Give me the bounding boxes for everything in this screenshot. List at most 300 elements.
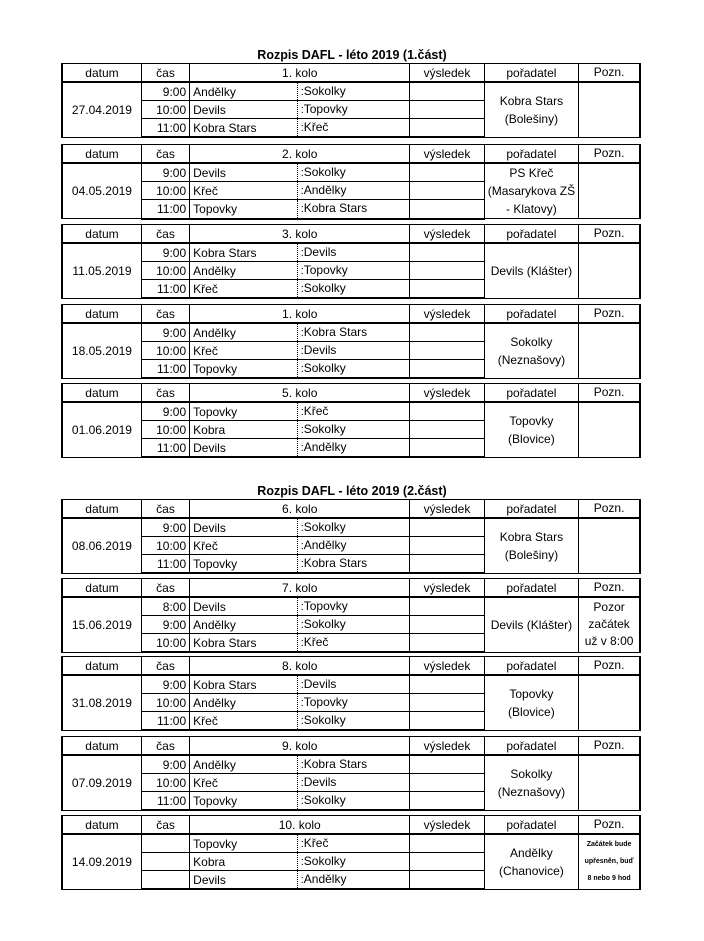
header-note: Pozn.: [579, 737, 640, 756]
match-away-team-name: Devils: [303, 343, 337, 357]
header-note: Pozn.: [579, 225, 640, 244]
match-home-team: Kobra Stars: [190, 675, 298, 694]
match-home-team: Andělky: [190, 262, 298, 280]
match-result-cell: [410, 439, 484, 458]
round-table: [61, 383, 641, 458]
header-time: čas: [141, 816, 189, 835]
match-separator: :: [300, 601, 304, 613]
match-row: [62, 675, 640, 694]
header-time: čas: [141, 737, 189, 756]
round-header-row: [62, 145, 640, 164]
match-row: [62, 323, 640, 342]
match-home-team: Andělky: [190, 323, 298, 342]
match-home-team: Křeč: [190, 280, 298, 299]
match-separator: :: [300, 522, 304, 534]
match-result-cell: [410, 675, 484, 694]
match-result-cell: [410, 616, 484, 634]
match-away-team: [297, 82, 410, 101]
match-home-team: Andělky: [190, 755, 298, 774]
match-separator: :: [300, 874, 304, 886]
match-home-team: Devils: [190, 101, 298, 119]
round-label: 10. kolo: [190, 816, 410, 835]
match-time: 11:00: [141, 555, 189, 574]
header-organizer: pořadatel: [484, 305, 578, 324]
header-organizer: pořadatel: [484, 657, 578, 676]
match-home-team: Křeč: [190, 537, 298, 555]
match-away-team-name: Sokolky: [303, 84, 346, 98]
match-away-team: [297, 360, 410, 379]
match-result-cell: [410, 243, 484, 262]
match-away-team-name: Topovky: [303, 695, 348, 709]
match-away-team-name: Andělky: [303, 872, 347, 886]
match-separator: :: [300, 856, 304, 868]
match-away-team-name: Sokolky: [303, 617, 346, 631]
match-away-team: [297, 439, 410, 458]
match-away-team: [297, 694, 410, 712]
match-separator: :: [300, 283, 304, 295]
round-table: [61, 224, 641, 299]
match-result-cell: [410, 871, 484, 890]
match-away-team: [297, 182, 410, 200]
match-home-team: Devils: [190, 163, 298, 182]
match-away-team-name: Sokolky: [303, 520, 346, 534]
header-organizer: pořadatel: [484, 816, 578, 835]
match-separator: :: [300, 442, 304, 454]
match-away-team-name: Topovky: [303, 599, 348, 613]
round-date: 18.05.2019: [62, 323, 141, 378]
header-result: výsledek: [410, 500, 484, 519]
round-organizer: Topovky (Blovice): [484, 402, 578, 457]
match-time: 9:00: [141, 755, 189, 774]
round-label: 7. kolo: [190, 579, 410, 598]
header-date: datum: [62, 64, 141, 83]
match-result-cell: [410, 342, 484, 360]
match-home-team: Kobra: [190, 853, 298, 871]
match-time: 11:00: [141, 119, 189, 138]
match-separator: :: [300, 167, 304, 180]
match-time: 9:00: [141, 82, 189, 101]
match-time: 8:00: [141, 597, 189, 616]
match-separator: :: [300, 122, 304, 134]
round-date: 15.06.2019: [62, 597, 141, 652]
match-home-team: Andělky: [190, 694, 298, 712]
match-home-team: Topovky: [190, 402, 298, 421]
match-row: [62, 597, 640, 616]
round-header-row: [62, 737, 640, 756]
match-separator: :: [300, 185, 304, 198]
match-time: 9:00: [141, 243, 189, 262]
match-home-team: Kobra Stars: [190, 119, 298, 138]
match-separator: :: [300, 327, 304, 339]
match-away-team-name: Sokolky: [303, 793, 346, 807]
match-away-team: [297, 421, 410, 439]
match-result-cell: [410, 262, 484, 280]
header-organizer: pořadatel: [484, 225, 578, 244]
round-organizer: Kobra Stars (Bolešiny): [484, 518, 578, 573]
match-separator: :: [300, 540, 304, 552]
match-separator: :: [300, 406, 304, 418]
match-away-team: [297, 712, 410, 731]
match-away-team: [297, 200, 410, 219]
round-header-row: [62, 64, 640, 83]
header-date: datum: [62, 816, 141, 835]
match-row: [62, 402, 640, 421]
match-home-team: Devils: [190, 439, 298, 458]
match-home-team: Devils: [190, 518, 298, 537]
header-time: čas: [141, 145, 189, 164]
round-note: [579, 675, 640, 730]
header-organizer: pořadatel: [484, 737, 578, 756]
round-organizer: Devils (Klášter): [484, 597, 578, 652]
round-header-row: [62, 384, 640, 403]
match-time: 10:00: [141, 634, 189, 653]
match-time: 10:00: [141, 182, 189, 200]
round-date: 08.06.2019: [62, 518, 141, 573]
match-home-team: Topovky: [190, 792, 298, 811]
round-label: 8. kolo: [190, 657, 410, 676]
match-result-cell: [410, 853, 484, 871]
match-away-team-name: Křeč: [303, 635, 329, 649]
header-organizer: pořadatel: [484, 384, 578, 403]
match-separator: :: [300, 795, 304, 807]
header-result: výsledek: [410, 816, 484, 835]
match-result-cell: [410, 402, 484, 421]
match-time: 11:00: [141, 360, 189, 379]
match-away-team-name: Sokolky: [303, 713, 346, 727]
match-home-team: Devils: [190, 597, 298, 616]
round-organizer: Kobra Stars (Bolešiny): [484, 82, 578, 137]
match-home-team: Andělky: [190, 82, 298, 101]
round-table: [61, 578, 641, 653]
header-date: datum: [62, 305, 141, 324]
match-row: [62, 755, 640, 774]
round-note: [579, 518, 640, 573]
match-time: 9:00: [141, 402, 189, 421]
round-date: 04.05.2019: [62, 163, 141, 219]
match-away-team-name: Křeč: [303, 120, 329, 134]
round-note: [579, 323, 640, 378]
match-result-cell: [410, 694, 484, 712]
match-time: [141, 853, 189, 871]
match-away-team: [297, 323, 410, 342]
header-result: výsledek: [410, 225, 484, 244]
round-organizer: Topovky (Blovice): [484, 675, 578, 730]
match-away-team: [297, 871, 410, 890]
round-header-row: [62, 225, 640, 244]
header-time: čas: [141, 305, 189, 324]
match-row: [62, 518, 640, 537]
header-organizer: pořadatel: [484, 64, 578, 83]
round-organizer: Devils (Klášter): [484, 243, 578, 298]
match-away-team-name: Sokolky: [303, 361, 346, 375]
match-away-team-name: Kobra Stars: [303, 325, 368, 339]
match-away-team: [297, 262, 410, 280]
match-away-team: [297, 280, 410, 299]
round-label: 3. kolo: [190, 225, 410, 244]
header-date: datum: [62, 737, 141, 756]
match-away-team: [297, 163, 410, 182]
round-header-row: [62, 816, 640, 835]
round-date: 11.05.2019: [62, 243, 141, 298]
match-separator: :: [300, 345, 304, 357]
match-time: 11:00: [141, 712, 189, 731]
match-result-cell: [410, 555, 484, 574]
match-result-cell: [410, 360, 484, 379]
match-separator: :: [300, 777, 304, 789]
match-time: 10:00: [141, 421, 189, 439]
header-time: čas: [141, 384, 189, 403]
round-table: [61, 63, 641, 138]
match-result-cell: [410, 597, 484, 616]
match-home-team: Devils: [190, 871, 298, 890]
round-header-row: [62, 657, 640, 676]
header-note: Pozn.: [579, 579, 640, 598]
match-separator: :: [300, 759, 304, 771]
match-away-team-name: Sokolky: [303, 854, 346, 868]
match-away-team: [297, 853, 410, 871]
round-note: [579, 82, 640, 137]
match-time: 11:00: [141, 200, 189, 219]
match-away-team: [297, 402, 410, 421]
round-date: 27.04.2019: [62, 82, 141, 137]
match-home-team: Kobra: [190, 421, 298, 439]
match-result-cell: [410, 774, 484, 792]
match-result-cell: [410, 280, 484, 299]
header-note: Pozn.: [579, 305, 640, 324]
header-date: datum: [62, 145, 141, 164]
round-label: 1. kolo: [190, 64, 410, 83]
match-away-team-name: Topovky: [303, 102, 348, 116]
round-table: [61, 736, 641, 811]
header-note: Pozn.: [579, 657, 640, 676]
match-result-cell: [410, 712, 484, 731]
match-away-team: [297, 675, 410, 694]
match-separator: :: [300, 697, 304, 709]
header-note: Pozn.: [579, 64, 640, 83]
header-result: výsledek: [410, 305, 484, 324]
match-home-team: Kobra Stars: [190, 243, 298, 262]
match-row: [62, 243, 640, 262]
match-away-team: [297, 119, 410, 138]
match-away-team-name: Devils: [303, 775, 337, 789]
round-organizer: Andělky (Chanovice): [484, 834, 578, 889]
header-date: datum: [62, 579, 141, 598]
match-away-team-name: Křeč: [303, 404, 329, 418]
header-result: výsledek: [410, 145, 484, 164]
round-organizer: PS Křeč (Masarykova ZŠ - Klatovy): [484, 163, 578, 219]
match-time: 9:00: [141, 323, 189, 342]
round-organizer: Sokolky (Neznašovy): [484, 323, 578, 378]
match-result-cell: [410, 101, 484, 119]
match-home-team: Křeč: [190, 182, 298, 200]
match-result-cell: [410, 518, 484, 537]
match-home-team: Kobra Stars: [190, 634, 298, 653]
match-away-team-name: Kobra Stars: [303, 556, 368, 570]
match-away-team: [297, 834, 410, 853]
match-time: 10:00: [141, 537, 189, 555]
match-result-cell: [410, 421, 484, 439]
match-time: [141, 871, 189, 890]
match-away-team: [297, 342, 410, 360]
match-result-cell: [410, 834, 484, 853]
header-note: Pozn.: [579, 384, 640, 403]
round-label: 1. kolo: [190, 305, 410, 324]
header-organizer: pořadatel: [484, 500, 578, 519]
header-note: Pozn.: [579, 145, 640, 164]
match-away-team: [297, 774, 410, 792]
match-separator: :: [300, 265, 304, 277]
match-time: 11:00: [141, 439, 189, 458]
round-table: [61, 144, 641, 220]
match-separator: :: [300, 838, 304, 850]
match-away-team: [297, 634, 410, 653]
round-label: 5. kolo: [190, 384, 410, 403]
round-note: Začátek bude upřesněn, buď 8 nebo 9 hod: [579, 834, 640, 889]
match-away-team-name: Devils: [303, 245, 337, 259]
round-note: [579, 402, 640, 457]
match-time: 11:00: [141, 792, 189, 811]
match-time: 10:00: [141, 774, 189, 792]
round-note: [579, 163, 640, 219]
match-result-cell: [410, 182, 484, 200]
match-time: 10:00: [141, 694, 189, 712]
match-away-team: [297, 101, 410, 119]
match-away-team-name: Sokolky: [303, 422, 346, 436]
round-date: 07.09.2019: [62, 755, 141, 810]
round-date: 14.09.2019: [62, 834, 141, 889]
header-result: výsledek: [410, 737, 484, 756]
match-result-cell: [410, 163, 484, 182]
match-time: 9:00: [141, 675, 189, 694]
match-time: 10:00: [141, 101, 189, 119]
match-time: [141, 834, 189, 853]
schedule-title-part2: Rozpis DAFL - léto 2019 (2.část): [257, 484, 447, 498]
header-result: výsledek: [410, 579, 484, 598]
header-date: datum: [62, 500, 141, 519]
match-away-team-name: Křeč: [303, 836, 329, 850]
match-away-team: [297, 243, 410, 262]
match-away-team-name: Andělky: [303, 440, 347, 454]
match-away-team: [297, 755, 410, 774]
match-away-team: [297, 555, 410, 574]
match-home-team: Křeč: [190, 774, 298, 792]
match-separator: :: [300, 679, 304, 691]
match-separator: :: [300, 203, 304, 216]
header-time: čas: [141, 500, 189, 519]
match-away-team: [297, 616, 410, 634]
schedule-title-part1: Rozpis DAFL - léto 2019 (1.část): [257, 48, 447, 62]
header-result: výsledek: [410, 384, 484, 403]
round-header-row: [62, 500, 640, 519]
match-result-cell: [410, 634, 484, 653]
match-separator: :: [300, 363, 304, 375]
header-date: datum: [62, 657, 141, 676]
header-time: čas: [141, 225, 189, 244]
match-time: 11:00: [141, 280, 189, 299]
match-separator: :: [300, 715, 304, 727]
match-away-team-name: Kobra Stars: [303, 757, 368, 771]
header-note: Pozn.: [579, 500, 640, 519]
match-home-team: Andělky: [190, 616, 298, 634]
header-result: výsledek: [410, 657, 484, 676]
match-separator: :: [300, 247, 304, 259]
match-result-cell: [410, 792, 484, 811]
match-result-cell: [410, 323, 484, 342]
match-away-team-name: Sokolky: [303, 165, 346, 180]
header-result: výsledek: [410, 64, 484, 83]
round-table: [61, 499, 641, 574]
match-row: [62, 163, 640, 182]
match-result-cell: [410, 119, 484, 138]
round-note: [579, 755, 640, 810]
round-label: 2. kolo: [190, 145, 410, 164]
match-separator: :: [300, 637, 304, 649]
match-row: [62, 82, 640, 101]
round-header-row: [62, 579, 640, 598]
round-date: 31.08.2019: [62, 675, 141, 730]
match-time: 9:00: [141, 163, 189, 182]
match-time: 9:00: [141, 616, 189, 634]
header-time: čas: [141, 64, 189, 83]
round-date: 01.06.2019: [62, 402, 141, 457]
header-time: čas: [141, 579, 189, 598]
round-table: [61, 815, 641, 890]
match-away-team-name: Andělky: [303, 538, 347, 552]
match-home-team: Křeč: [190, 712, 298, 731]
match-away-team-name: Topovky: [303, 263, 348, 277]
match-result-cell: [410, 755, 484, 774]
match-away-team-name: Devils: [303, 677, 337, 691]
round-note: [579, 243, 640, 298]
match-home-team: Topovky: [190, 555, 298, 574]
match-away-team-name: Andělky: [303, 183, 347, 198]
match-away-team: [297, 518, 410, 537]
header-date: datum: [62, 225, 141, 244]
match-result-cell: [410, 82, 484, 101]
match-separator: :: [300, 424, 304, 436]
match-row: [62, 834, 640, 853]
round-label: 6. kolo: [190, 500, 410, 519]
round-note: Pozor začátek už v 8:00: [579, 597, 640, 652]
match-time: 10:00: [141, 342, 189, 360]
match-result-cell: [410, 200, 484, 219]
match-away-team-name: Sokolky: [303, 281, 346, 295]
header-organizer: pořadatel: [484, 145, 578, 164]
header-note: Pozn.: [579, 816, 640, 835]
round-table: [61, 304, 641, 379]
match-separator: :: [300, 619, 304, 631]
round-label: 9. kolo: [190, 737, 410, 756]
match-separator: :: [300, 558, 304, 570]
round-table: [61, 656, 641, 731]
match-home-team: Topovky: [190, 200, 298, 219]
match-away-team: [297, 537, 410, 555]
match-separator: :: [300, 104, 304, 116]
match-result-cell: [410, 537, 484, 555]
match-home-team: Topovky: [190, 360, 298, 379]
match-away-team: [297, 597, 410, 616]
round-header-row: [62, 305, 640, 324]
match-time: 10:00: [141, 262, 189, 280]
match-away-team: [297, 792, 410, 811]
header-time: čas: [141, 657, 189, 676]
match-away-team-name: Kobra Stars: [303, 201, 368, 216]
match-home-team: Topovky: [190, 834, 298, 853]
match-time: 9:00: [141, 518, 189, 537]
header-date: datum: [62, 384, 141, 403]
header-organizer: pořadatel: [484, 579, 578, 598]
match-home-team: Křeč: [190, 342, 298, 360]
